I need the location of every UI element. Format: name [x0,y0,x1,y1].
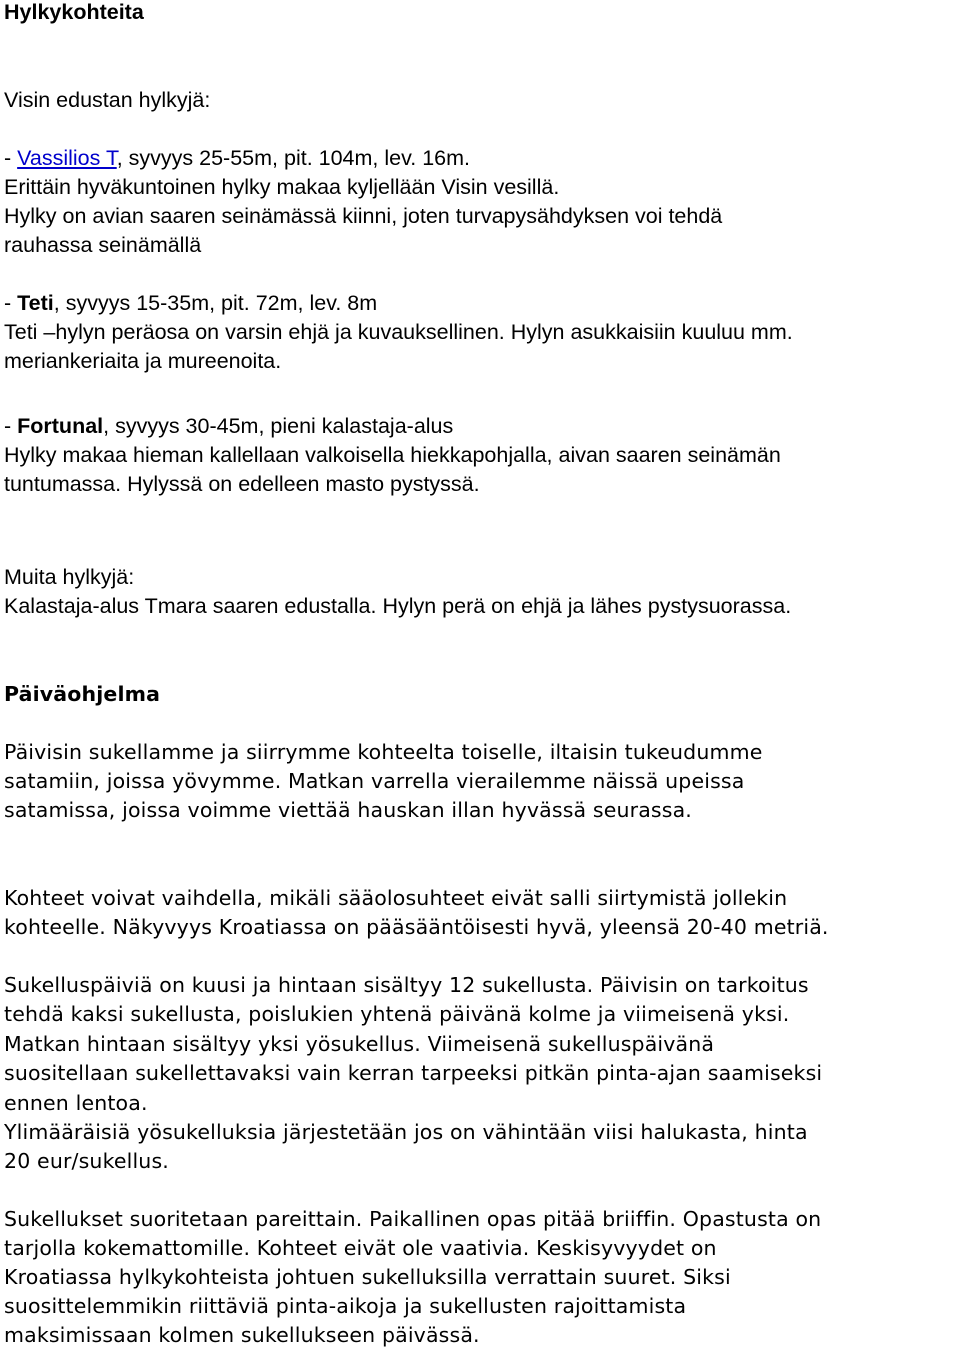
paragraph-line: tarjolla kokemattomille. Kohteet eivät ole vaativia. Keskisyvyydet on [4,1236,717,1260]
wreck-vassilios-text: rauhassa seinämällä [4,233,202,257]
paragraph-line: maksimissaan kolmen sukellukseen päivässä. [4,1323,480,1347]
paragraph-line: tehdä kaksi sukellusta, poislukien yhtenä päivänä kolme ja viimeisenä yksi. [4,1002,790,1026]
wreck-vassilios-text: Hylky on avian saaren seinämässä kiinni, joten turvapysähdyksen voi tehdä [4,204,723,228]
wreck-vassilios-heading: - Vassilios T, syvyys 25-55m, pit. 104m, lev. 16m. [4,146,470,170]
paragraph-line: satamiin, joissa yövymme. Matkan varrella vierailemme näissä upeissa [4,769,745,793]
page-title: Hylkykohteita [4,0,144,24]
paragraph-line: Kroatiassa hylkykohteista johtuen sukelluksilla verrattain suuret. Siksi [4,1265,731,1289]
paragraph-line: Ylimääräisiä yösukelluksia järjestetään jos on vähintään viisi halukasta, hinta [4,1120,808,1144]
paragraph-line: Matkan hintaan sisältyy yksi yösukellus. Viimeisenä sukelluspäivänä [4,1032,715,1056]
paragraph-line: suosittelemmikin riittäviä pinta-aikoja ja sukellusten rajoittamista [4,1294,687,1318]
other-wrecks-text: Kalastaja-alus Tmara saaren edustalla. Hylyn perä on ehjä ja lähes pystysuorassa. [4,594,792,618]
paragraph-line: Sukelluspäiviä on kuusi ja hintaan sisältyy 12 sukellusta. Päivisin on tarkoitus [4,973,809,997]
section-heading-paivaohjelma: Päiväohjelma [4,682,161,706]
wreck-fortunal-heading: - Fortunal, syvyys 30-45m, pieni kalastaja-alus [4,414,454,438]
wreck-teti-text: Teti –hylyn peräosa on varsin ehjä ja kuvauksellinen. Hylyn asukkaisiin kuuluu mm. [4,320,793,344]
wreck-fortunal-text: tuntumassa. Hylyssä on edelleen masto pystyssä. [4,472,480,496]
paragraph-line: suositellaan sukellettavaksi vain kerran tarpeeksi pitkän pinta-ajan saamiseksi [4,1061,823,1085]
paragraph-line: Päivisin sukellamme ja siirrymme kohteelta toiselle, iltaisin tukeudumme [4,740,763,764]
paragraph-line: 20 eur/sukellus. [4,1149,169,1173]
paragraph-line: ennen lentoa. [4,1091,148,1115]
paragraph-line: satamissa, joissa voimme viettää hauskan illan hyvässä seurassa. [4,798,692,822]
wreck-vassilios-text: Erittäin hyväkuntoinen hylky makaa kyljellään Visin vesillä. [4,175,560,199]
wreck-fortunal-text: Hylky makaa hieman kallellaan valkoisella hiekkapohjalla, aivan saaren seinämän [4,443,781,467]
vassilios-link[interactable]: Vassilios T [17,146,117,170]
paragraph-line: kohteelle. Näkyvyys Kroatiassa on pääsääntöisesti hyvä, yleensä 20-40 metriä. [4,915,829,939]
paragraph-line: Kohteet voivat vaihdella, mikäli sääolosuhteet eivät salli siirtymistä jollekin [4,886,788,910]
visin-intro: Visin edustan hylkyjä: [4,88,211,112]
paragraph-line: Sukellukset suoritetaan pareittain. Paikallinen opas pitää briiffin. Opastusta on [4,1207,822,1231]
other-wrecks-heading: Muita hylkyjä: [4,565,135,589]
wreck-teti-heading: - Teti, syvyys 15-35m, pit. 72m, lev. 8m [4,291,378,315]
wreck-teti-text: meriankeriaita ja mureenoita. [4,349,282,373]
